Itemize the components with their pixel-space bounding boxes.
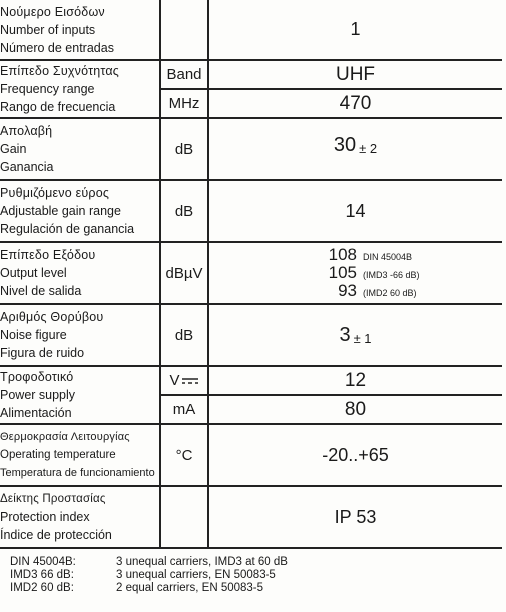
footnote-key: IMD3 66 dB: (10, 569, 74, 581)
unit-frequency (160, 60, 208, 118)
row-gain (0, 118, 502, 180)
label-noise (0, 304, 160, 366)
value-inputs: 1 (208, 0, 502, 60)
label-temperature (0, 424, 160, 486)
label-es: Alimentación (0, 406, 72, 420)
footnotes (10, 556, 288, 595)
value-band: UHF (209, 61, 502, 90)
noise-tolerance: ± 1 (353, 330, 372, 346)
label-gr: Επίπεδο Συχνότητας (0, 64, 119, 78)
unit-output: dBµV (160, 242, 208, 304)
output-value: 93 (338, 281, 357, 300)
gain-tolerance: ± 2 (359, 140, 378, 156)
label-gr: Ρυθμιζόμενο εύρος (0, 186, 110, 200)
unit-volts (161, 367, 207, 396)
footnote (10, 569, 288, 582)
footnote-text: 3 unequal carriers, IMD3 at 60 dB (116, 556, 288, 568)
unit-power (160, 366, 208, 424)
value-output (208, 242, 502, 304)
unit-v: V (169, 372, 180, 389)
label-es: Rango de frecuencia (0, 100, 116, 114)
label-output (0, 242, 160, 304)
label-gr: Τροφοδοτικό (0, 370, 74, 384)
value-gain (208, 118, 502, 180)
output-value: 105 (328, 263, 357, 282)
label-en: Adjustable gain range (0, 204, 121, 218)
label-en: Number of inputs (0, 22, 96, 37)
output-line (309, 246, 502, 264)
footnote-text: 3 unequal carriers, EN 50083-5 (116, 569, 276, 581)
label-gr: Νούμερο Εισόδων (0, 4, 105, 19)
unit-ma: mA (172, 401, 196, 418)
label-en: Operating temperature (0, 449, 116, 461)
unit-noise: dB (160, 304, 208, 366)
label-en: Frequency range (0, 82, 95, 96)
label-es: Regulación de ganancia (0, 222, 135, 236)
row-power (0, 366, 502, 424)
label-gr: Επίπεδο Εξόδου (0, 248, 96, 262)
label-es: Figura de ruido (0, 346, 85, 360)
label-es: Temperatura de funcionamiento (0, 467, 155, 479)
label-en: Protection index (0, 510, 90, 524)
row-inputs (0, 0, 502, 60)
unit-adjustable: dB (160, 180, 208, 242)
output-note: DIN 45004B (363, 252, 413, 262)
label-protection (0, 486, 160, 548)
unit-temperature: °C (160, 424, 208, 486)
output-line (309, 264, 502, 282)
value-frequency (208, 60, 502, 118)
value-ma: 80 (344, 399, 367, 420)
row-frequency (0, 60, 502, 118)
label-power (0, 366, 160, 424)
footnote (10, 582, 288, 595)
label-en: Power supply (0, 388, 76, 402)
output-value: 108 (328, 245, 357, 264)
unit-mhz: MHz (168, 95, 200, 112)
row-noise (0, 304, 502, 366)
output-line (309, 282, 502, 300)
gain-value: 30 (333, 133, 357, 156)
value-noise (208, 304, 502, 366)
unit-band: Band (161, 61, 207, 90)
unit-gain: dB (160, 118, 208, 180)
value-mhz: 470 (339, 93, 372, 114)
row-adjustable (0, 180, 502, 242)
label-en: Noise figure (0, 328, 67, 342)
output-note: (IMD3 -66 dB) (363, 270, 420, 280)
label-en: Gain (0, 142, 27, 156)
label-es: Número de entradas (0, 40, 114, 55)
label-frequency (0, 60, 160, 118)
footnote-text: 2 equal carriers, EN 50083-5 (116, 582, 264, 594)
footnote-key: IMD2 60 dB: (10, 582, 74, 594)
label-en: Output level (0, 266, 67, 280)
dc-symbol-icon (181, 376, 199, 386)
row-temperature (0, 424, 502, 486)
label-es: Nivel de salida (0, 284, 82, 298)
unit-inputs (160, 0, 208, 60)
label-inputs (0, 0, 160, 60)
noise-value: 3 (339, 323, 351, 346)
label-gr: Αριθμός Θορύβου (0, 310, 104, 324)
label-gain (0, 118, 160, 180)
unit-protection (160, 486, 208, 548)
label-es: Ganancia (0, 160, 54, 174)
row-output (0, 242, 502, 304)
output-note: (IMD2 60 dB) (363, 288, 417, 298)
footnote-key: DIN 45004B: (10, 556, 76, 568)
label-adjustable (0, 180, 160, 242)
label-gr: Θερμοκρασία Λειτουργίας (0, 431, 130, 443)
value-volts: 12 (209, 367, 502, 396)
footnote (10, 556, 288, 569)
label-gr: Δείκτης Προστασίας (0, 493, 106, 505)
value-adjustable: 14 (208, 180, 502, 242)
value-temperature: -20..+65 (208, 424, 502, 486)
row-protection (0, 486, 502, 548)
label-gr: Απολαβή (0, 124, 53, 138)
value-power (208, 366, 502, 424)
value-protection: IP 53 (208, 486, 502, 548)
label-es: Índice de protección (0, 528, 112, 542)
